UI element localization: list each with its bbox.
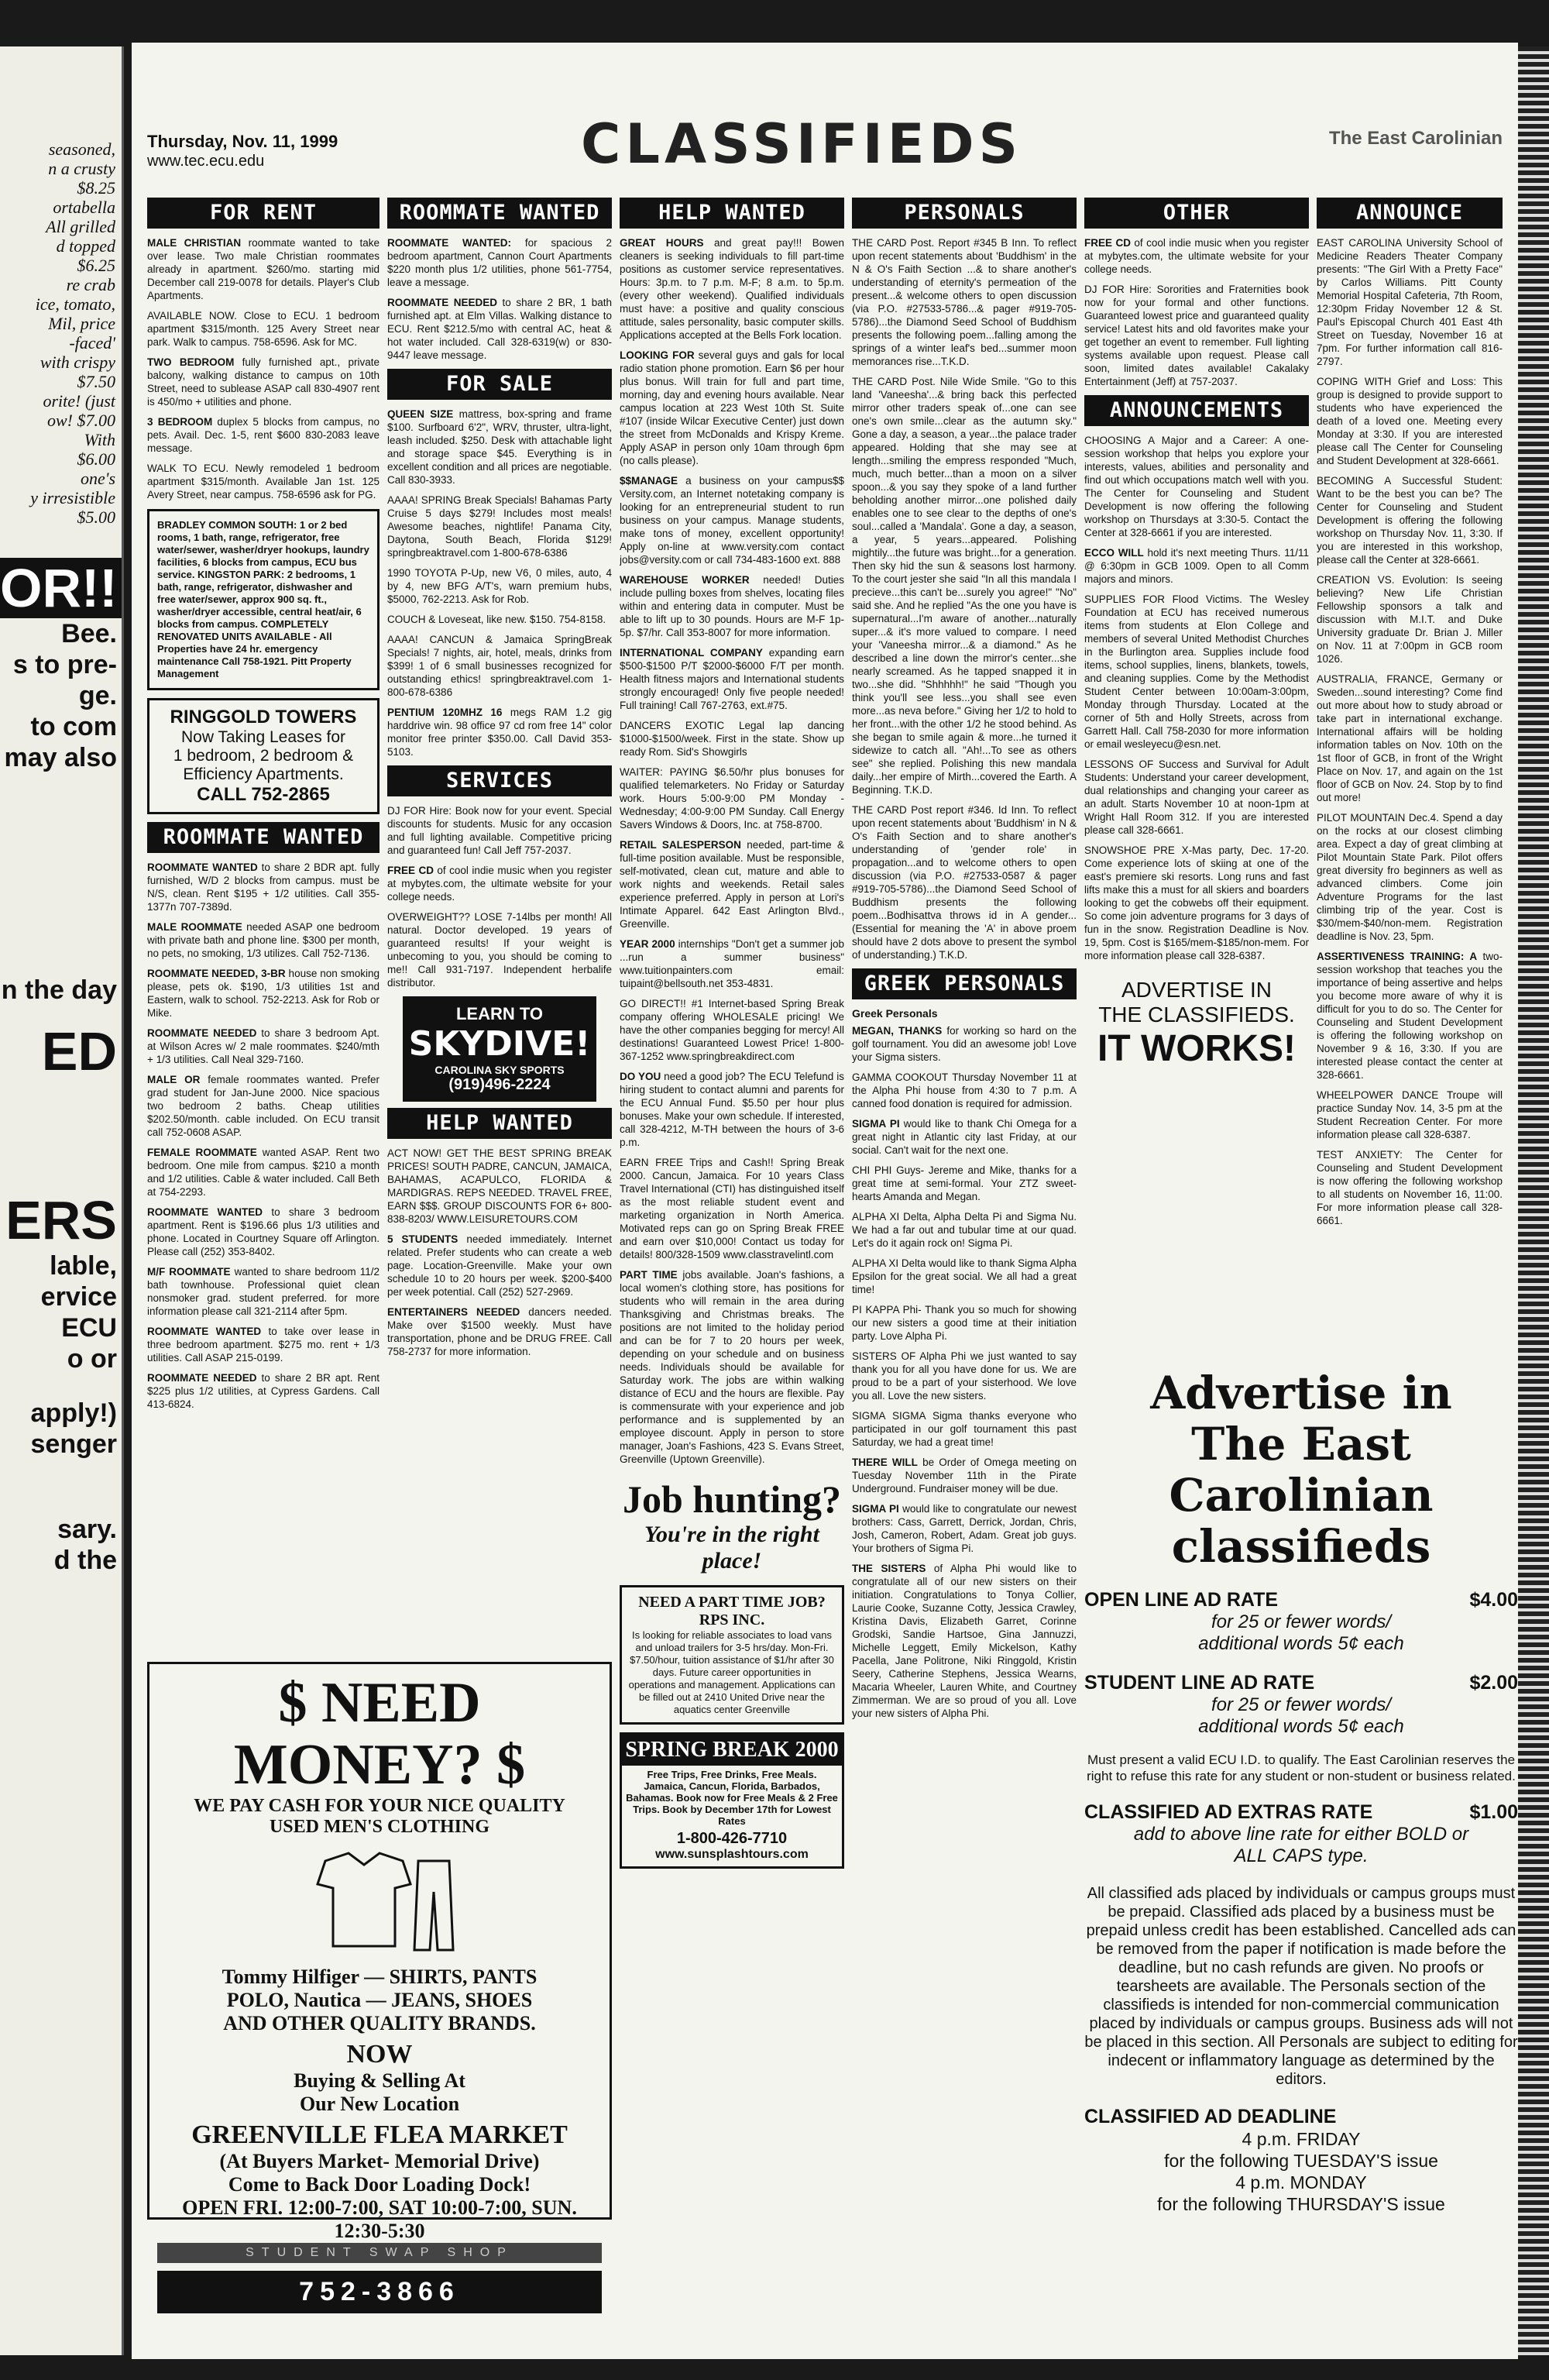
ringgold-line: Now Taking Leases for — [180, 728, 346, 746]
rate-subtext: for 25 or fewer words/ — [1211, 1694, 1392, 1715]
issue-date: Thursday, Nov. 11, 1999 — [147, 132, 338, 151]
classified-ad: 1990 TOYOTA P-Up, new V6, 0 miles, auto, 4 by 4, new BFG A/T's, warn premium hubs, $5000, 762-2213. Ask for Rob. — [387, 567, 612, 605]
classified-ad: TWO BEDROOM fully furnished apt., private balcony, walking distance to campus on 10th Street, need to sublease ASAP call 830-4907 rent is 450/mo + utilities and phone. — [147, 356, 380, 408]
money-line: NOW — [346, 2040, 413, 2069]
property-promo-box: BRADLEY COMMON SOUTH: 1 or 2 bed rooms, 1 bath, range, refrigerator, free water/sewer, washer/dryer hookups, laundry facilities, 6 blocks from campus, ECU bus service. KINGSTON PARK: 2 bedrooms, 1 bath, range, refrigerator, dishwasher and free water/sewer, approx 900 sq. ft., washer/dryer accessible, central heat/air, 6 blocks from campus. COMPLETELY RENOVATED UNITS AVAILABLE - All Properties have 24 hr. emergency maintenance Call 758-1921. Pitt Property Management — [147, 509, 380, 690]
page-header — [147, 58, 1503, 198]
column-other — [1084, 198, 1309, 1321]
classified-ad: YEAR 2000 internships "Don't get a summer job ...run a summer business" www.tuitionpainters.com email: tuipaint@bellsouth.net 353-4831. — [620, 938, 844, 989]
classified-ad: DO YOU need a good job? The ECU Telefund is hiring student to contact alumni and parents for the ECU Annual Fund. $5.50 per hour plus bonuses. Make your own schedule. If interested, call 328-4212, M-TH between the hours of 3-6 p.m. — [620, 1071, 844, 1148]
spring-break-url[interactable]: www.sunsplashtours.com — [655, 1848, 809, 1861]
classified-ad: RETAIL SALESPERSON needed, part-time & full-time position available. Must be responsible, self-motivated, clean cut, mature and able to work nights and weekends. Retail sales experience preferred. Apply in person at Lori's Intimate Apparel. 642 East Arlington Blvd., Greenville. — [620, 839, 844, 930]
fragment-text: one's — [80, 469, 115, 488]
spring-break-headline: SPRING BREAK 2000 — [622, 1735, 842, 1766]
classified-ad: AAAA! SPRING Break Specials! Bahamas Party Cruise 5 days $279! Includes most meals! Awesome beaches, nightlife! Panama City, Daytona, South Beach, Florida $129! springbreaktravel.com 1-800-678-6386 — [387, 494, 612, 559]
rps-headline: NEED A PART TIME JOB? — [638, 1594, 826, 1611]
extras-rate — [1084, 1801, 1518, 1824]
rps-company: RPS INC. — [699, 1611, 765, 1629]
section-header-services: SERVICES — [387, 765, 612, 796]
section-header-help-wanted: HELP WANTED — [620, 198, 844, 229]
classified-ad: FREE CD of cool indie music when you register at mybytes.com, the ultimate website for your college needs. — [387, 865, 612, 903]
classified-ad: SIGMA PI would like to congratulate our newest brothers: Cass, Garrett, Derrick, Jordan, Chris, Josh, Cameron, Robert, Adam. Great job guys. Your brothers of Sigma Pi. — [852, 1503, 1077, 1554]
fragment-text: n the day — [1, 975, 117, 1005]
classified-ad: LESSONS OF Success and Survival for Adult Students: Understand your career development, dual relationships and changing your career as an adult. Starts November 10 at noon-1pm at Wright Hall Room 312. If you are interested please call 328-6661. — [1084, 758, 1309, 836]
classified-ad: GAMMA COOKOUT Thursday November 11 at the Alpha Phi house from 4:30 to 7 p.m. A canned food donation is required for admission. — [852, 1071, 1077, 1109]
deadline-line: 4 p.m. MONDAY — [1235, 2172, 1367, 2193]
student-line-rate — [1084, 1672, 1518, 1694]
classified-ad: PENTIUM 120MHZ 16 megs RAM 1.2 gig harddrive win. 98 office 97 cd rom free 14" color monitor free printer $350.00. Call David 353-5103. — [387, 707, 612, 758]
ringgold-towers-ad — [147, 698, 380, 814]
skydive-line: LEARN TO — [455, 1004, 544, 1023]
rate-price: $2.00 — [1469, 1672, 1518, 1694]
fragment-text: y irresistible — [30, 488, 115, 507]
deadline-line: for the following TUESDAY'S issue — [1164, 2151, 1438, 2171]
rate-headline: classifieds — [1171, 1520, 1431, 1573]
skydive-ad — [403, 996, 596, 1102]
flea-market-ad — [147, 1662, 612, 2306]
classified-ad: ALPHA XI Delta, Alpha Delta Pi and Sigma Nu. We had a far out and tubular time at our quad. Let's do it again rock on! Sigma Pi. — [852, 1211, 1077, 1249]
job-hunting-tagline: You're in the right place! — [644, 1522, 819, 1573]
classified-ad: PART TIME jobs available. Joan's fashions, a local women's clothing store, has positions for students who will remain in the area during Thanksgiving and Christmas breaks. The positions are not limited to the holiday period and can be for 7 to 20 hours per week, depending on your schedule and on business needs. Individuals should be available for Saturday work. The jobs are within walking distance of ECU and the hours are flexible. Pay is commensurate with your experience and job performance and is supplemented by an employee discount. Apply in person to store manager, Joan's Fashions, 423 S. Evans Street, Greenville (Uptown Greenville). — [620, 1269, 844, 1465]
section-header-other: OTHER — [1084, 198, 1309, 229]
fragment-text: ERS — [5, 1190, 117, 1250]
fragment-text: $7.50 — [77, 372, 115, 391]
classified-ad: MALE OR female roommates wanted. Prefer grad student for Jan-June 2000. Nice spacious two bedroom 2 baths. Cheap utilities $202.50/month. cable included. On ECU transit call 752-0608 ASAP. — [147, 1074, 380, 1138]
fragment-text: re crab — [66, 275, 115, 294]
ringgold-phone: CALL 752-2865 — [197, 784, 330, 805]
rate-card — [1084, 1367, 1518, 2215]
classified-ad: GO DIRECT!! #1 Internet-based Spring Break company offering WHOLESALE pricing! We have the other companies begging for mercy! All destinations! Guaranteed Lowest Price! 1-800-367-1252 www.springbreakdirect.com — [620, 998, 844, 1062]
spring-break-phone: 1-800-426-7710 — [676, 1830, 788, 1847]
money-line: USED MEN'S CLOTHING — [269, 1817, 490, 1837]
section-header-roommate-wanted: ROOMMATE WANTED — [387, 198, 612, 229]
fragment-text: s to pre- — [12, 650, 117, 679]
classified-ad: ACT NOW! GET THE BEST SPRING BREAK PRICES! SOUTH PADRE, CANCUN, JAMAICA, BAHAMAS, ACAPULCO, FLORIDA & MARDIGRAS. REPS NEEDED. TRAVEL FREE, EARN $$$. GROUP DISCOUNTS FOR 6+ 800-838-8203/ WWW.LEISURETOURS.COM — [387, 1147, 612, 1225]
classified-ad: ROOMMATE WANTED to share 3 bedroom apartment. Rent is $196.66 plus 1/3 utilities and phone. Located in Courtney Square off Arlington. Please call (252) 353-8402. — [147, 1206, 380, 1257]
classified-ad: M/F ROOMMATE wanted to share bedroom 11/2 bath townhouse. Professional quiet clean nonsmoker grad. student preferred. for more information please call 321-2114 after 5pm. — [147, 1266, 380, 1317]
fragment-text: o or — [67, 1344, 117, 1374]
classified-ad: WAITER: PAYING $6.50/hr plus bonuses for qualified telemarketers. No Friday or Saturday work. Hours 5:00-9:00 PM Monday - Wednesday; 4:00-9:00 PM Sunday. Call Energy Savers Windows & Doors, Inc. at 758-8700. — [620, 766, 844, 831]
section-header-announce: ANNOUNCE — [1317, 198, 1503, 229]
ringgold-title: RINGGOLD TOWERS — [170, 707, 357, 727]
spring-break-body: Free Trips, Free Drinks, Free Meals. Jamaica, Cancun, Florida, Barbados, Bahamas. Book now for Free Meals & 2 Free Trips. Book by December 17th for Lowest Rates — [626, 1769, 838, 1827]
spring-break-ad — [620, 1732, 844, 1869]
fragment-text: $6.25 — [77, 256, 115, 275]
money-line: Our New Location — [299, 2093, 460, 2115]
fragment-text: With — [84, 430, 115, 449]
fragment-text: $8.25 — [77, 178, 115, 198]
fragment-text: ge. — [78, 681, 117, 710]
fragment-text: ortabella — [53, 198, 115, 217]
classified-ad: 3 BEDROOM duplex 5 blocks from campus, no pets. Avail. Dec. 1-5, rent $600 830-2083 leave message. — [147, 416, 380, 454]
classified-ad: THE SISTERS of Alpha Phi would like to congratulate all of our new sisters on their initiation. Congratulations to Tonya Collier, Laurie Cooke, Suzanne Cotty, Jessica Crawley, Kristina Davis, Elizabeth Garret, Corinne Grodski, Sandie Hartsoe, Gina Jannuzzi, Michelle Leggett, Emily Mickelson, Kathy Pacella, Jane Politrone, Niki Ringgold, Kristin Seery, Catherine Stephens, Jessica Wearns, Macaria Wheeler, Lauren White, and Courtney Zimmerman. We are so proud of you all. Love your new sisters of Alpha Phi. — [852, 1563, 1077, 1719]
flea-market-name: GREENVILLE FLEA MARKET — [191, 2120, 568, 2149]
section-header-for-sale: FOR SALE — [387, 369, 612, 400]
rps-job-ad — [620, 1585, 844, 1725]
money-line: Come to Back Door Loading Dock! — [228, 2173, 531, 2196]
fragment-text: d topped — [56, 236, 115, 256]
money-line: POLO, Nautica — JEANS, SHOES — [226, 1989, 533, 2011]
section-header-personals: PERSONALS — [852, 198, 1077, 229]
advertise-tagline: IT WORKS! — [1097, 1028, 1296, 1069]
classified-ad: WHEELPOWER DANCE Troupe will practice Sunday Nov. 14, 3-5 pm at the Student Recreation Center. For more information please call 328-6387. — [1317, 1089, 1503, 1140]
rate-headline: Carolinian — [1169, 1469, 1434, 1522]
classified-ad: MALE CHRISTIAN roommate wanted to take over lease. Two male Christian roommates already in apartment. $260/mo. starting mid December call 219-0078 for details. Player's Club Apartments. — [147, 237, 380, 301]
rate-headline: Advertise in — [1150, 1367, 1452, 1419]
rate-subtext: ALL CAPS type. — [1234, 1845, 1369, 1866]
classified-ad: SISTERS OF Alpha Phi we just wanted to say thank you for all you have done for us. We are proud to be a part of your sisterhood. We love you all. Love the new sisters. — [852, 1350, 1077, 1402]
classified-ad: ALPHA XI Delta would like to thank Sigma Alpha Epsilon for the great social. We all had a great time! — [852, 1257, 1077, 1295]
classified-ad: QUEEN SIZE mattress, box-spring and frame $100. Surfboard 6'2", WRV, thruster, ultra-light, leash included. $250. Desk with attachable light and storage space $45. Everything is in excellent condition and all prices are negotiable. Call 830-3933. — [387, 408, 612, 486]
rps-body: Is looking for reliable associates to load vans and unload trailers for 3-5 hrs/day. Mon-Fri. $7.50/hour, tuition assistance of $1/hr after 30 days. Future career opportunities in operations and management. Applications can be filled out at 2410 United Drive near the aquatics center Greenville — [628, 1629, 836, 1715]
classified-ad: ROOMMATE NEEDED to share 3 bedroom Apt. at Wilson Acres w/ 2 male roommates. $240/mth + 1/3 utilities. Call Neal 329-7160. — [147, 1027, 380, 1065]
classified-ad: AVAILABLE NOW. Close to ECU. 1 bedroom apartment $315/month. 125 Avery Street near park. Walk to campus. 758-6596. Ask for MC. — [147, 310, 380, 348]
section-header-roommate-wanted: ROOMMATE WANTED — [147, 822, 380, 853]
classified-ad: DANCERS EXOTIC Legal lap dancing $1000-$1500/week. First in the state. Show up ready Rom. Sid's Showgirls — [620, 720, 844, 758]
fragment-text: Bee. — [61, 619, 117, 648]
fragment-text: ECU — [61, 1313, 117, 1343]
store-hours: OPEN FRI. 12:00-7:00, SAT 10:00-7:00, SUN. 12:30-5:30 — [182, 2196, 577, 2242]
right-edge-binding — [1518, 46, 1549, 2355]
classified-ad: ROOMMATE WANTED: for spacious 2 bedroom apartment, Cannon Court Apartments $220 month plus 1/2 utilities, phone 561-7754, leave a message. — [387, 237, 612, 288]
fragment-text: d the — [53, 1546, 117, 1575]
classified-ad: ROOMMATE NEEDED to share 2 BR apt. Rent $225 plus 1/2 utilities, at Cypress Gardens. Call 413-6824. — [147, 1372, 380, 1410]
fragment-text: senger — [30, 1429, 117, 1459]
skydive-headline: SKYDIVE! — [408, 1024, 591, 1064]
classified-ad: THERE WILL be Order of Omega meeting on Tuesday November 11th in the Pirate Underground. Fundraiser money will be due. — [852, 1457, 1077, 1494]
classified-ad: WAREHOUSE WORKER needed! Duties include pulling boxes from shelves, locating files within and entering data in computer. Must be able to lift up to 30 pounds. Hours are M-F 1p-5p. $7/hr. Call 353-8007 for more information. — [620, 574, 844, 638]
rate-subtext: add to above line rate for either BOLD or — [1133, 1824, 1469, 1845]
classified-ad: THE CARD Post. Report #345 B Inn. To reflect upon recent statements about 'Buddhism' in the N & O's Faith Section ...& to share another's understanding of eternity's permeation of the present...& welcome others to open discussion (via P.O. #27533-5786...& pager #919-705-5786)...the Diamond Seed School of Buddhism presents the following poem...falling among the springs of a winter leaf's bed...summer moon memorances rise...T.K.D. — [852, 237, 1077, 367]
classified-ad: SIGMA PI would like to thank Chi Omega for a great night in Atlantic city last Friday, at our social. Can't wait for the next one. — [852, 1118, 1077, 1156]
classified-ad: ECCO WILL hold it's next meeting Thurs. 11/11 @ 6:30pm in GCB 1009. Open to all Comm majors and minors. — [1084, 547, 1309, 585]
job-hunting-ad — [620, 1477, 844, 1574]
rate-price: $4.00 — [1469, 1589, 1518, 1611]
classified-ad: MEGAN, THANKS for working so hard on the golf tournament. You did an awesome job! Love your Sigma sisters. — [852, 1025, 1077, 1063]
classified-ad: AAAA! CANCUN & Jamaica SpringBreak Specials! 7 nights, air, hotel, meals, drinks from $399! 1 of 6 small businesses recognized for outstanding ethics! springbreaktravel.com 1-800-678-6386 — [387, 634, 612, 698]
classified-ad: EARN FREE Trips and Cash!! Spring Break 2000. Cancun, Jamaica. For 10 years Class Travel International (CTI) has distinguished itself as the most reliable student event and marketing organization in North America. Motivated reps can go on Spring Break FREE and earn over $10,000! Contact us today for details! 800/328-1509 www.classtravelintl.com — [620, 1157, 844, 1261]
shirt-pants-icon — [294, 1845, 465, 1954]
rate-subtext: additional words 5¢ each — [1198, 1716, 1404, 1737]
rate-label: OPEN LINE AD RATE — [1084, 1589, 1279, 1611]
section-header-help-wanted: HELP WANTED — [387, 1108, 612, 1139]
classified-ad: OVERWEIGHT?? LOSE 7-14lbs per month! All natural. Doctor developed. 19 years of guaranteed results! If your weight is unbecoming to you, you should be coming to me!! Call 931-7197. Independent herbalife distributor. — [387, 911, 612, 989]
classified-ad: ROOMMATE NEEDED, 3-BR house non smoking please, pets ok. $190, 1/3 utilities 1st and Eastern, walk to school. 752-2213. Ask for Rob or Mike. — [147, 968, 380, 1019]
classified-policy: All classified ads placed by individuals or campus groups must be prepaid. Classified ads placed by a business must be prepaid unless credit has been established. Cancelled ads can be removed from the paper if notification is made before the deadline, but no cash refunds are given. No proofs or tearsheets are available. The Personals section of the classifieds is intended for non-commercial communication placed by individuals or campus groups. Business ads will not be placed in this section. All Personals are subject to editing for indecent or inflammatory language as determined by the editors. — [1084, 1885, 1518, 2088]
flea-market-phone: 752-3866 — [157, 2271, 602, 2313]
rate-headline: The East — [1191, 1418, 1411, 1470]
classified-ad: THE CARD Post. Nile Wide Smile. "Go to this land 'Vaneesha'...& bring back this perfected mirror other traders speak of...one can see one's own smile...clear as the autumn sky." Gone a day, a season, a year...the palace trader appeared. Holding that she may see at length...smiling the empress responded "Much, much, much better...than a moon on a silver spoon...& you say they spoke of a land further beholding another mirror...one polished daily enables one to see clear to the depths of one's soul...called a 'Mandala'. Gone a day, a season, a year, 5 years...appeared. Polishing mightily...the future was bright...for a generation. Then sky hid the sun & seasons lost harmony. To the court jester she said "In all this mandala I precieve...this can't be...surely you agree!" "No" said she. And he replied "As the one you have is supernatural...I'm aware of another...naturally super...& it's more valued to compare. I need your 'Vaneesha mirror...& a diamond." As he described a line down the mirror's center...she nearly screamed. As he tapped snapped it in two...she did. "Shhhhh!" he said "Though you think you'll see less...you shall see even more...as neva before." Giving her 1/2 to hold to her front...with the other 1/2 he stood behind. As she began to smile again & more...he turned it sidewize to catch all. "Ah!...To see as others see" she replied. Polishing this new mandala daily...her empire of Mirth...covered the Earth. A Beginning. T.K.D. — [852, 376, 1077, 796]
column-announcements — [1317, 198, 1503, 1321]
fragment-text: -faced' — [69, 333, 115, 353]
classified-ad: CREATION VS. Evolution: Is seeing believing? New Life Christian Fellowship sponsors a talk and discussion with M.I.T. and Duke University graduate Dr. Brian J. Miller on Nov. 11 at 7:00pm in GCB room 1026. — [1317, 574, 1503, 665]
classified-ad: GREAT HOURS and great pay!!! Bowen cleaners is seeking individuals to fill part-time positions as customer service representatives. Hours: 3p.m. to 7 p.m. M-F; 8 a.m. to 5p.m. (every other weekend). Qualified individuals must have: a positive and quality conscious attitude, sales personality, basic computer skills. Applications accepted at the Bells Fork location. — [620, 237, 844, 341]
classified-ad: ENTERTAINERS NEEDED dancers needed. Make over $1500 weekly. Must have transportation, phone and be DRUG FREE. Call 758-2737 for more information. — [387, 1306, 612, 1357]
classified-ad: ASSERTIVENESS TRAINING: A two-session workshop that teaches you the importance of being assertive and helps you become more aware of why it is difficult for you to do so. The Center for Counseling and Student Development is offering the following workshop on November 9 & 16, 3:30. If you are interested please contact the center at 328-6661. — [1317, 951, 1503, 1081]
classified-ad: TEST ANXIETY: The Center for Counseling and Student Development is now offering the following workshop to all students on November 16, 11:00. For more information please call 328-6661. — [1317, 1149, 1503, 1226]
need-money-ad — [147, 1654, 612, 2306]
classified-ad: ROOMMATE WANTED to take over lease in three bedroom apartment. $275 mo. rent + 1/3 utilities. Call ASAP 215-0199. — [147, 1326, 380, 1364]
job-hunting-headline: Job hunting? — [622, 1477, 842, 1521]
fragment-text: ervice — [40, 1282, 117, 1312]
open-line-rate — [1084, 1589, 1518, 1611]
ringgold-line: 1 bedroom, 2 bedroom & — [173, 747, 354, 765]
classified-ad: FEMALE ROOMMATE wanted ASAP. Rent two bedroom. One mile from campus. $210 a month and 1/2 utilities. Cable & water included. Call Beth at 754-2293. — [147, 1147, 380, 1198]
fragment-text: apply!) — [30, 1398, 117, 1428]
column-help-wanted — [620, 198, 844, 2351]
website-url[interactable]: www.tec.ecu.edu — [147, 153, 265, 170]
money-line: AND OTHER QUALITY BRANDS. — [223, 2012, 536, 2034]
classified-ad: MALE ROOMMATE needed ASAP one bedroom with private bath and phone line. $300 per month, no pets, no smoking, 1/3 utilizes. Call 752-7136. — [147, 921, 380, 959]
deadline-line: for the following THURSDAY'S issue — [1157, 2194, 1445, 2214]
classified-ad: $$MANAGE a business on your campus$$ Versity.com, an Internet notetaking company is looking for an entrepreneurial student to run business on your campus. Manage students, make tons of money, excellent opportunity! Apply on-line at www.versity.com contact jobs@versity.com or call 734-483-1600 ext. 888 — [620, 475, 844, 566]
advertise-line: THE CLASSIFIEDS. — [1098, 1003, 1295, 1027]
rate-price: $1.00 — [1469, 1801, 1518, 1823]
classified-ad: SNOWSHOE PRE X-Mas party, Dec. 17-20. Come experience lots of skiing at one of the east's premiere ski resorts. Long runs and fast lifts make this a must for all skiers and boarders looking to get the cobwebs off their equipment. So come join adventure programs for 3 days of fun in the snow. Registration Deadline is Nov. 19, 5pm. Cost is $165/mem-$185/non-mem. For more information please call 328-6387. — [1084, 844, 1309, 961]
fragment-text: Mil, price — [48, 314, 115, 333]
adjacent-page-fragment — [0, 46, 124, 2355]
ringgold-line: Efficiency Apartments. — [183, 765, 344, 783]
classified-ad: PI KAPPA Phi- Thank you so much for showing our new sisters a good time at their initiation party. Love Alpha Pi. — [852, 1304, 1077, 1342]
publication-name: The East Carolinian — [1328, 128, 1503, 149]
fragment-text: may also — [4, 743, 117, 772]
fragment-text: ED — [41, 1021, 117, 1082]
deadline-heading: CLASSIFIED AD DEADLINE — [1084, 2106, 1337, 2127]
fragment-text: orite! (just — [43, 391, 115, 411]
fragment-text: $6.00 — [77, 449, 115, 469]
section-header-greek-personals: GREEK PERSONALS — [852, 968, 1077, 999]
classified-ad: CHI PHI Guys- Jereme and Mike, thanks for a great time at semi-formal. Your ZTZ sweet-hearts Amanda and Megan. — [852, 1164, 1077, 1202]
greek-subhead: Greek Personals — [852, 1007, 938, 1020]
classified-ad: DJ FOR Hire: Book now for your event. Special discounts for students. Music for any occasion and full lighting available. Competitive pricing and guaranteed fun! Call Jeff 757-2037. — [387, 805, 612, 856]
skydive-company: CAROLINA SKY SPORTS — [434, 1064, 565, 1076]
money-headline: $ NEED MONEY? $ — [233, 1671, 526, 1797]
rate-subtext: for 25 or fewer words/ — [1211, 1611, 1392, 1632]
classified-ad: DJ FOR Hire: Sororities and Fraternities book now for your formal and other functions. Guaranteed lowest price and guaranteed quality service! Latest hits and old favorites make your get together an event to remember. Full lighting systems available upon request. Please call soon, limited dates available! Cakalaky Entertainment (Jeff) at 757-2037. — [1084, 284, 1309, 387]
money-line: Tommy Hilfiger — SHIRTS, PANTS — [222, 1966, 538, 1988]
classified-ad: THE CARD Post report #346. Id Inn. To reflect upon recent statements about 'Buddhism' in N & O's Faith Section and to share another's understanding of 'gender role' in propagation...and to welcome others to open discussion (via P.O. #27533-0587 & pager #919-705-5786)...the Diamond Seed School of Buddhism presents the following poem...Bodhisattva throws id in A gender...(Essential for meaning the 'A' in above proem should have 2 dots above to present the symbol of understanding.) T.K.D. — [852, 804, 1077, 961]
advertise-line: ADVERTISE IN — [1121, 978, 1272, 1002]
fragment-text: $5.00 — [77, 507, 115, 527]
money-line: (At Buyers Market- Memorial Drive) — [219, 2150, 540, 2172]
page-title: CLASSIFIEDS — [581, 112, 1023, 176]
money-line: WE PAY CASH FOR YOUR NICE QUALITY — [194, 1796, 565, 1816]
rate-label: STUDENT LINE AD RATE — [1084, 1672, 1315, 1694]
classified-ad: AUSTRALIA, FRANCE, Germany or Sweden...sound interesting? Come find out more about how to study abroad or take part in international exchange. International affairs will be holding information tables on Nov. 10th on the 1st floor of GCB, in front of the Wright Place on Nov. 17, and again on the 1st floor of GCB on Nov. 24. Stop by to find out more! — [1317, 673, 1503, 803]
swap-shop-strip: STUDENT SWAP SHOP — [157, 2243, 602, 2263]
section-header-for-rent: FOR RENT — [147, 198, 380, 229]
classifieds-page — [132, 43, 1518, 2359]
classified-ad: SUPPLIES FOR Flood Victims. The Wesley Foundation at ECU has received numerous items from students at Elon College and members of several United Methodist Churches in the Burlington area. Supplies include food items, school supplies, linens, blankets, towels, and cleaning supplies. Come by the Methodist Student Center between 10:00am-3:00pm, Monday through Thursday. Located at the corner of 5th and Holly Streets, across from Garrett Hall. Call 758-2030 for more information or email wesleyecu@esn.net. — [1084, 593, 1309, 750]
rate-label: CLASSIFIED AD EXTRAS RATE — [1084, 1801, 1373, 1823]
fragment-text: n a crusty — [48, 159, 115, 178]
rate-subtext: additional words 5¢ each — [1198, 1633, 1404, 1654]
classified-ad: SIGMA SIGMA Sigma thanks everyone who participated in our golf tournament this past Saturday, we had a great time! — [852, 1410, 1077, 1448]
classified-ad: 5 STUDENTS needed immediately. Internet related. Prefer students who can create a web page. Location-Greenville. Make your own schedule 10 to 20 hours per week. $200-$400 per week potential. Call (252) 527-2969. — [387, 1233, 612, 1298]
classified-ad: LOOKING FOR several guys and gals for local radio station phone promotion. Earn $6 per hour plus bonus. Will train for full and part time, morning, day and evening hours available. Near campus location at 223 West 10th St. Suite #107 (inside Wilcar Executive Center) just down the street from McDonalds and Krispy Kreme. Apply ASAP in person only 10am through 6pm (no calls please). — [620, 349, 844, 466]
classified-ad: EAST CAROLINA University School of Medicine Readers Theater Company presents: "The Girl With a Pretty Face" by Carlos Williams. Pitt County Memorial Hospital Cafeteria, 7th Room, 12:30pm Friday November 12 & St. Paul's Episcopal Church 401 East 4th Street on Tuesday, November 16 at 7pm. For further information call 816-2797. — [1317, 237, 1503, 367]
fragment-text: with crispy — [39, 353, 115, 372]
classified-ad: PILOT MOUNTAIN Dec.4. Spend a day on the rocks at our closest climbing area. Expect a day of great climbing at Pilot Mountain State Park. Pilot offers great diversity fro beginners as well as advanced climbers. Come join Adventure Programs for the last climbing trip of the year. Cost is $30/mem-$40/non-mem. Registration deadline is Nov. 23, 5pm. — [1317, 812, 1503, 942]
classified-ad: INTERNATIONAL COMPANY expanding earn $500-$1500 P/T $2000-$6000 F/T per month. Health fitness majors and International students strongly encouraged! Only five people needed! Full training! Call 767-2763, ext.#75. — [620, 647, 844, 711]
column-personals — [852, 198, 1077, 2351]
classified-ad: ROOMMATE WANTED to share 2 BDR apt. fully furnished, W/D 2 blocks from campus. must be N/S, clean. Rent $195 + 1/2 utilities. Call 355-1377n 707-7389d. — [147, 862, 380, 913]
classified-ad: CHOOSING A Major and a Career: A one-session workshop that helps you explore your interests, values, abilities and personality and find out which occupations match well with you. The Center for Counseling and Student Development is now offering the following workshop on Thursdays at 3:30-5. Contact the Center at 328-6661 if you are interested. — [1084, 435, 1309, 538]
classified-ad: FREE CD of cool indie music when you register at mybytes.com, the ultimate website for your college needs. — [1084, 237, 1309, 275]
fragment-text: to com — [30, 712, 117, 741]
section-header-announcements: ANNOUNCEMENTS — [1084, 395, 1309, 426]
advertise-classifieds-ad — [1084, 978, 1309, 1070]
fragment-text: sary. — [57, 1515, 117, 1544]
skydive-phone: (919)496-2224 — [448, 1076, 551, 1093]
student-rate-note: Must present a valid ECU I.D. to qualify. The East Carolinian reserves the right to refuse this rate for any student or non-student or business related. — [1087, 1752, 1516, 1783]
money-line: Buying & Selling At — [294, 2069, 465, 2092]
classified-ad: WALK TO ECU. Newly remodeled 1 bedroom apartment $315/month. Available Jan 1st. 125 Avery Street, near campus. 758-6596 ask for PG. — [147, 463, 380, 500]
classified-ad: BECOMING A Successful Student: Want to be the best you can be? The Center for Counseling and Student Development is offering the following workshop on Thursday Nov. 11, 3:30. If you are interested in this workshop, please call the Center at 328-6661. — [1317, 475, 1503, 566]
fragment-text: seasoned, — [48, 139, 115, 159]
classified-ad: ROOMMATE NEEDED to share 2 BR, 1 bath furnished apt. at Elm Villas. Walking distance to ECU. Rent $212.5/mo with central AC, heat & hot water included. Call 328-6319(w) or 830-9447 leave message. — [387, 297, 612, 361]
fragment-text: OR!! — [0, 558, 122, 618]
fragment-text: ice, tomato, — [35, 294, 115, 314]
fragment-text: ow! $7.00 — [47, 411, 115, 430]
fragment-text: lable, — [50, 1251, 117, 1281]
deadline-line: 4 p.m. FRIDAY — [1242, 2129, 1361, 2149]
classified-ad: COPING WITH Grief and Loss: This group is designed to provide support to students who have experienced the death of a loved one. Meeting every Monday at 3:30. If you are interested please call The Center for Counseling and Student Development at 328-6661. — [1317, 376, 1503, 466]
classified-ad: COUCH & Loveseat, like new. $150. 754-8158. — [387, 614, 606, 625]
fragment-text: All grilled — [46, 217, 115, 236]
